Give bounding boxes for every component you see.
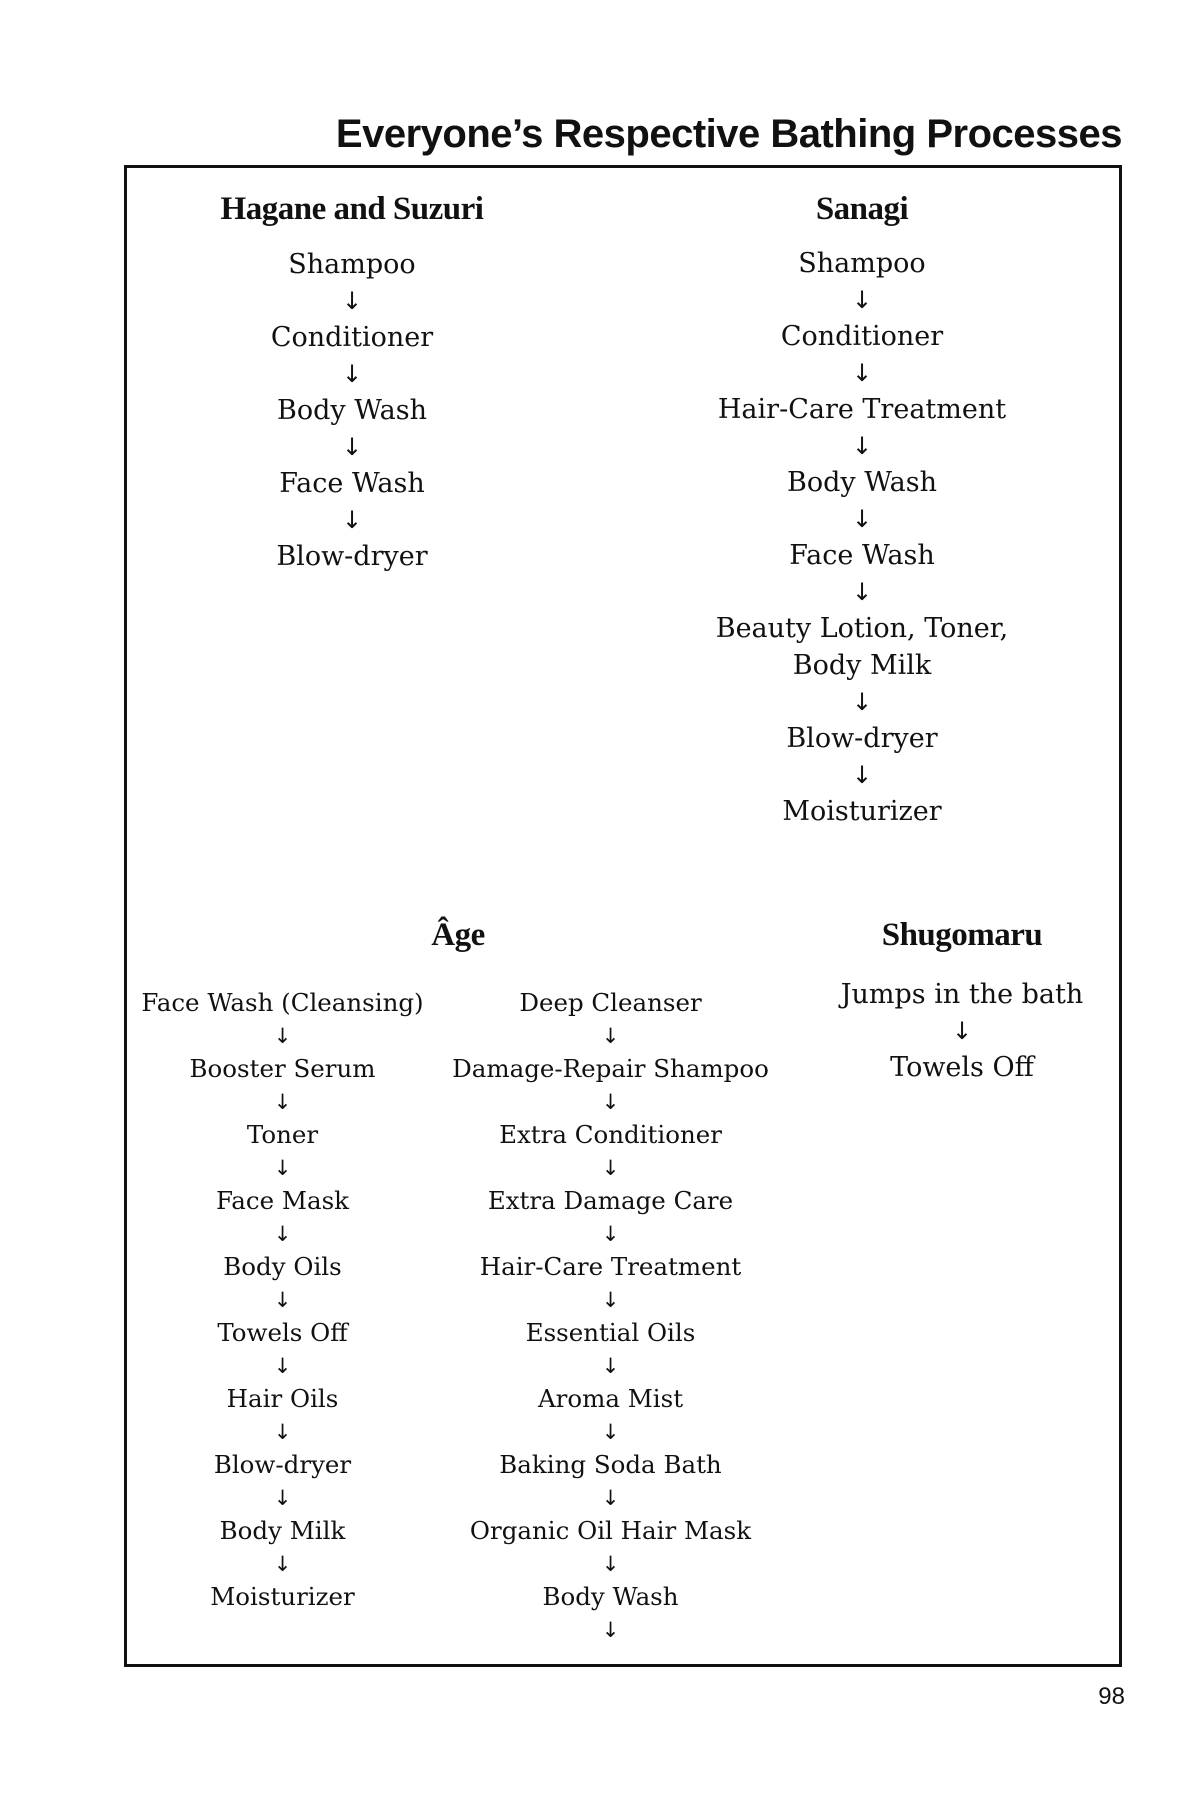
down-arrow-icon: ↓ — [851, 505, 873, 533]
process-step: Body Wash — [542, 1582, 679, 1611]
section-heading: Âge — [431, 917, 485, 953]
down-arrow-icon: ↓ — [273, 1552, 292, 1576]
down-arrow-icon: ↓ — [601, 1222, 620, 1246]
process-step: Extra Conditioner — [499, 1120, 722, 1149]
process-step: Conditioner — [270, 322, 434, 353]
page-number: 98 — [1098, 1683, 1125, 1710]
process-step: Moisturizer — [782, 796, 942, 827]
page-title: Everyone’s Respective Bathing Processes — [335, 112, 1122, 156]
section-heading: Sanagi — [815, 191, 909, 227]
down-arrow-icon: ↓ — [273, 1288, 292, 1312]
section-age-left-column — [127, 987, 438, 1613]
process-step: Body Wash — [787, 467, 937, 498]
process-step: Extra Damage Care — [487, 1186, 734, 1215]
process-step: Blow-dryer — [213, 1450, 352, 1479]
down-arrow-icon: ↓ — [851, 578, 873, 606]
down-arrow-icon: ↓ — [273, 1354, 292, 1378]
down-arrow-icon: ↓ — [601, 1288, 620, 1312]
process-step: Essential Oils — [525, 1318, 696, 1347]
process-step: Damage-Repair Shampoo — [452, 1054, 769, 1083]
process-step: Jumps in the bath — [840, 979, 1084, 1010]
process-steps — [141, 987, 423, 1613]
down-arrow-icon: ↓ — [601, 1486, 620, 1510]
process-step: Shampoo — [798, 248, 926, 279]
section-heading: Shugomaru — [881, 917, 1043, 953]
process-step: Beauty Lotion, Toner, — [715, 613, 1009, 644]
process-step: Hair Oils — [226, 1384, 339, 1413]
down-arrow-icon: ↓ — [341, 433, 363, 461]
process-step: Towels Off — [890, 1052, 1034, 1083]
down-arrow-icon: ↓ — [273, 1156, 292, 1180]
process-steps — [452, 987, 769, 1647]
down-arrow-icon: ↓ — [601, 1552, 620, 1576]
down-arrow-icon: ↓ — [273, 1090, 292, 1114]
process-step: Blow-dryer — [276, 541, 428, 572]
down-arrow-icon: ↓ — [851, 432, 873, 460]
process-step: Aroma Mist — [537, 1384, 684, 1413]
down-arrow-icon: ↓ — [851, 688, 873, 716]
section-heading: Hagane and Suzuri — [220, 191, 484, 227]
process-step: Conditioner — [780, 321, 944, 352]
down-arrow-icon: ↓ — [851, 286, 873, 314]
process-step: Deep Cleanser — [519, 988, 702, 1017]
process-step: Shampoo — [288, 249, 416, 280]
down-arrow-icon: ↓ — [273, 1420, 292, 1444]
section-shugomaru — [817, 917, 1107, 1086]
section-hagane-suzuri — [187, 191, 517, 575]
process-step: Hair-Care Treatment — [717, 394, 1007, 425]
process-step: Toner — [246, 1120, 319, 1149]
down-arrow-icon: ↓ — [341, 287, 363, 315]
process-step: Body Milk — [792, 650, 932, 681]
down-arrow-icon: ↓ — [601, 1024, 620, 1048]
section-sanagi — [667, 191, 1057, 830]
process-step: Booster Serum — [189, 1054, 376, 1083]
process-step: Baking Soda Bath — [499, 1450, 722, 1479]
down-arrow-icon: ↓ — [601, 1156, 620, 1180]
down-arrow-icon: ↓ — [601, 1090, 620, 1114]
down-arrow-icon: ↓ — [951, 1017, 973, 1045]
process-step: Body Oils — [223, 1252, 342, 1281]
down-arrow-icon: ↓ — [601, 1618, 620, 1642]
process-frame — [124, 165, 1122, 1667]
process-step: Face Wash — [789, 540, 935, 571]
down-arrow-icon: ↓ — [341, 360, 363, 388]
down-arrow-icon: ↓ — [273, 1222, 292, 1246]
process-step: Towels Off — [217, 1318, 348, 1347]
section-age — [138, 917, 778, 954]
down-arrow-icon: ↓ — [601, 1420, 620, 1444]
down-arrow-icon: ↓ — [273, 1024, 292, 1048]
process-step: Moisturizer — [210, 1582, 355, 1611]
process-step: Body Wash — [277, 395, 427, 426]
down-arrow-icon: ↓ — [851, 359, 873, 387]
process-step: Face Wash (Cleansing) — [141, 988, 424, 1017]
process-steps — [841, 976, 1084, 1086]
process-step: Face Wash — [279, 468, 425, 499]
down-arrow-icon: ↓ — [341, 506, 363, 534]
process-steps — [716, 245, 1009, 830]
process-step: Blow-dryer — [786, 723, 938, 754]
section-age-right-column — [443, 987, 778, 1647]
process-step: Hair-Care Treatment — [479, 1252, 742, 1281]
down-arrow-icon: ↓ — [273, 1486, 292, 1510]
process-step: Face Mask — [215, 1186, 350, 1215]
down-arrow-icon: ↓ — [601, 1354, 620, 1378]
process-step: Body Milk — [219, 1516, 346, 1545]
process-steps — [271, 246, 433, 575]
process-step: Organic Oil Hair Mask — [469, 1516, 752, 1545]
down-arrow-icon: ↓ — [851, 761, 873, 789]
